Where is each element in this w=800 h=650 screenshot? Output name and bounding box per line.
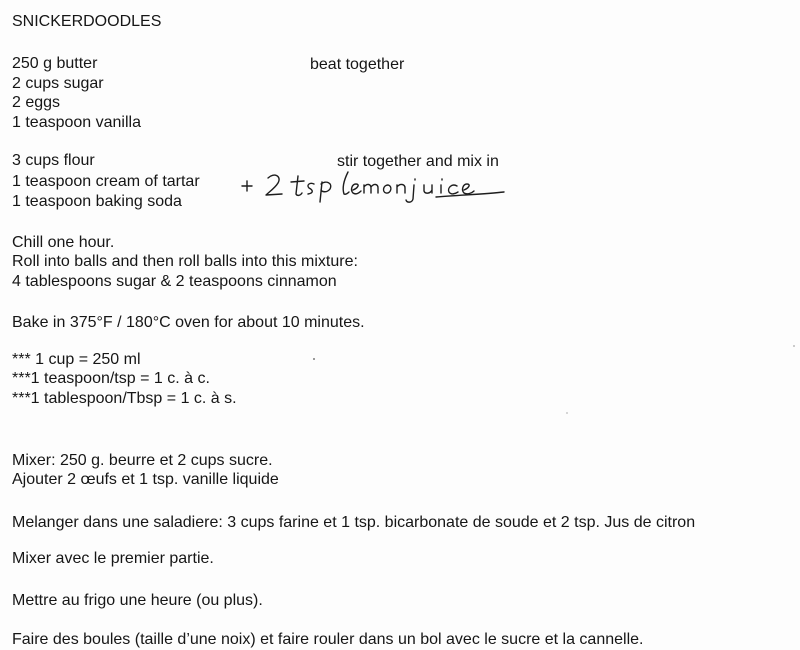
step-line: 4 tablespoons sugar & 2 teaspoons cinnamon xyxy=(12,273,337,290)
scan-speck xyxy=(566,412,568,414)
step-line: Roll into balls and then roll balls into this mixture: xyxy=(12,253,358,270)
handwritten-note xyxy=(236,168,512,204)
scan-speck xyxy=(793,345,795,347)
step-line: Chill one hour. xyxy=(12,234,115,251)
french-line: Mixer avec le premier partie. xyxy=(12,550,214,567)
ingredient-line: 2 cups sugar xyxy=(12,75,104,92)
conversion-line: *** 1 cup = 250 ml xyxy=(12,351,141,368)
french-line: Mettre au frigo une heure (ou plus). xyxy=(12,592,263,609)
instruction-beat: beat together xyxy=(310,56,405,73)
bake-instruction: Bake in 375°F / 180°C oven for about 10 minutes. xyxy=(12,314,365,331)
ingredient-line: 1 teaspoon baking soda xyxy=(12,193,182,210)
french-line: Ajouter 2 œufs et 1 tsp. vanille liquide xyxy=(12,471,279,488)
ingredient-line: 1 teaspoon cream of tartar xyxy=(12,173,200,190)
conversion-line: ***1 tablespoon/Tbsp = 1 c. à s. xyxy=(12,390,237,407)
instruction-stir: stir together and mix in xyxy=(337,153,499,170)
scan-speck xyxy=(313,358,315,360)
french-line: Mixer: 250 g. beurre et 2 cups sucre. xyxy=(12,452,273,469)
french-line: Faire des boules (taille d’une noix) et faire rouler dans un bol avec le sucre et la cannelle. xyxy=(12,631,644,648)
ingredient-line: 250 g butter xyxy=(12,55,98,72)
recipe-title: SNICKERDOODLES xyxy=(12,13,162,30)
conversion-line: ***1 teaspoon/tsp = 1 c. à c. xyxy=(12,370,210,387)
french-line: Melanger dans une saladiere: 3 cups farine et 1 tsp. bicarbonate de soude et 2 tsp. Jus de citron xyxy=(12,514,696,531)
ingredient-line: 3 cups flour xyxy=(12,152,95,169)
ingredient-line: 2 eggs xyxy=(12,94,61,111)
ingredient-line: 1 teaspoon vanilla xyxy=(12,114,141,131)
